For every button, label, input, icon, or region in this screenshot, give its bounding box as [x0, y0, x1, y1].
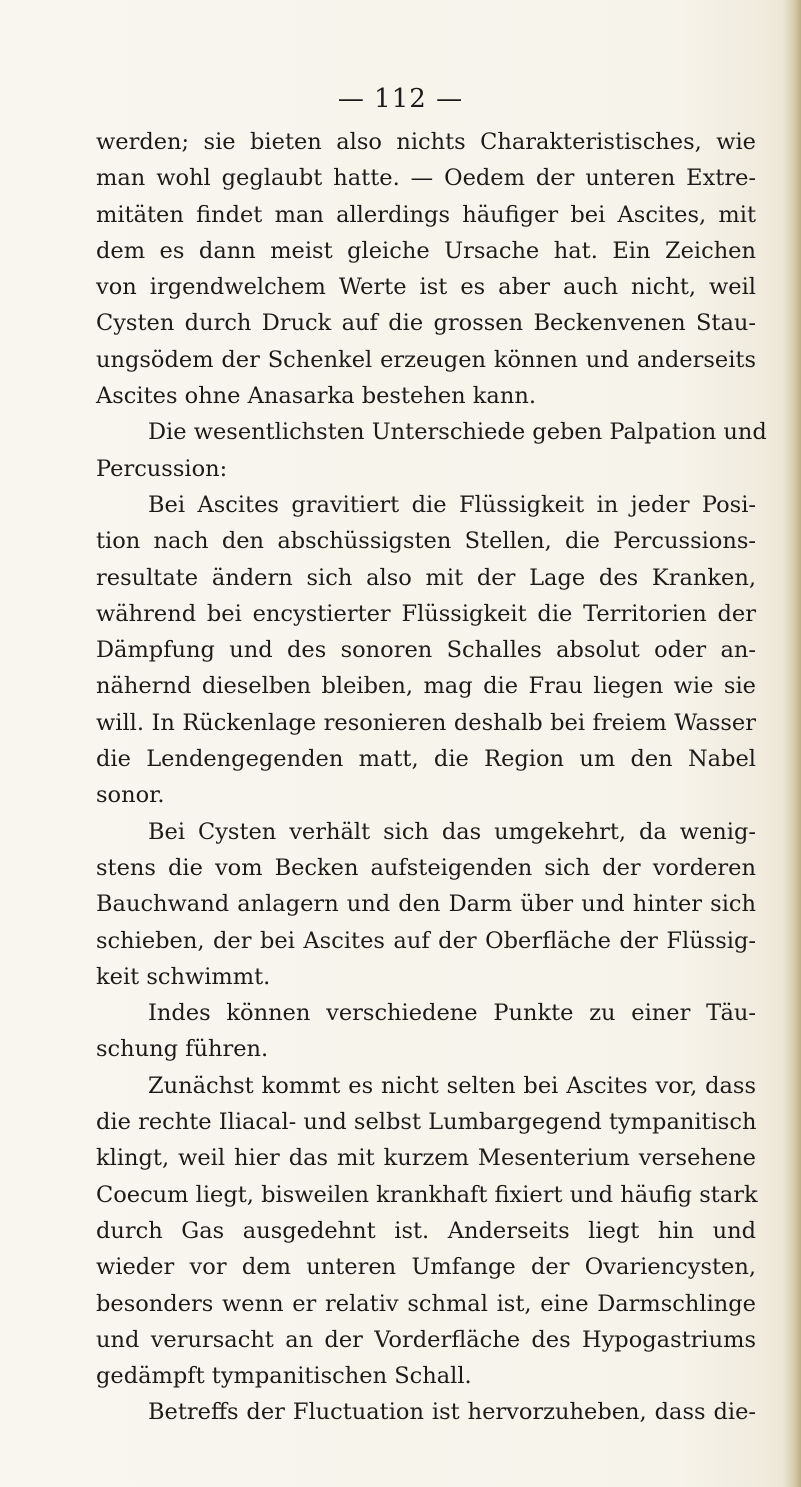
text-line: von irgendwelchem Werte ist es aber auch nicht, weil — [96, 274, 756, 301]
text-line: Coecum liegt, bisweilen krankhaft fixiert und häufig stark — [96, 1181, 758, 1208]
text-line: die Lendengegenden matt, die Region um den Nabel — [96, 746, 756, 773]
text-line: Ascites ohne Anasarka bestehen kann. — [96, 383, 536, 410]
text-line: dem es dann meist gleiche Ursache hat. Ein Zeichen — [96, 237, 756, 264]
text-line: Betreffs der Fluctuation ist hervorzuheben, dass die- — [148, 1399, 756, 1426]
text-line: Cysten durch Druck auf die grossen Beckenvenen Stau- — [96, 310, 756, 337]
text-line: gedämpft tympanitischen Schall. — [96, 1363, 472, 1390]
text-line: die rechte Iliacal- und selbst Lumbargegend tympanitisch — [96, 1109, 757, 1136]
text-line: Bei Ascites gravitiert die Flüssigkeit in jeder Posi- — [148, 491, 756, 518]
text-line: wieder vor dem unteren Umfange der Ovariencysten, — [96, 1254, 756, 1281]
text-line: durch Gas ausgedehnt ist. Anderseits liegt hin und — [96, 1217, 756, 1244]
text-line: resultate ändern sich also mit der Lage des Kranken, — [96, 564, 756, 591]
text-line: man wohl geglaubt hatte. — Oedem der unteren Extre- — [96, 165, 756, 192]
text-line: und verursacht an der Vorderfläche des Hypogastriums — [96, 1326, 756, 1353]
text-line: schieben, der bei Ascites auf der Oberfläche der Flüssig- — [96, 927, 756, 954]
text-line: Bauchwand anlagern und den Darm über und hinter sich — [96, 891, 756, 918]
page-edge-shadow — [783, 0, 801, 1487]
text-line: sonor. — [96, 782, 165, 809]
text-line: besonders wenn er relativ schmal ist, eine Darmschlinge — [96, 1290, 756, 1317]
text-line: Zunächst kommt es nicht selten bei Ascites vor, dass — [148, 1072, 756, 1099]
text-line: Indes können verschiedene Punkte zu einer Täu- — [148, 1000, 756, 1027]
text-line: klingt, weil hier das mit kurzem Mesenterium versehene — [96, 1145, 756, 1172]
text-line: mitäten findet man allerdings häufiger bei Ascites, mit — [96, 201, 756, 228]
text-line: werden; sie bieten also nichts Charakteristisches, wie — [96, 129, 756, 155]
text-line: ungsödem der Schenkel erzeugen können und anderseits — [96, 346, 756, 373]
text-line: nähernd dieselben bleiben, mag die Frau liegen wie sie — [96, 673, 756, 700]
text-line: Bei Cysten verhält sich das umgekehrt, da wenig- — [148, 818, 756, 845]
body-text — [96, 124, 767, 1431]
text-line: Die wesentlichsten Unterschiede geben Palpation und — [148, 419, 767, 446]
text-line: keit schwimmt. — [96, 963, 271, 990]
text-line: Dämpfung und des sonoren Schalles absolut oder an- — [96, 637, 756, 664]
text-line: schung führen. — [96, 1036, 269, 1063]
text-line: tion nach den abschüssigsten Stellen, die Percussions- — [96, 528, 756, 555]
text-line: Percussion: — [96, 455, 228, 482]
page-number: — 112 — — [337, 84, 464, 114]
text-line: will. In Rückenlage resonieren deshalb bei freiem Wasser — [96, 709, 756, 736]
text-line: stens die vom Becken aufsteigenden sich der vorderen — [96, 854, 756, 881]
text-line: während bei encystierter Flüssigkeit die Territorien der — [96, 600, 756, 627]
